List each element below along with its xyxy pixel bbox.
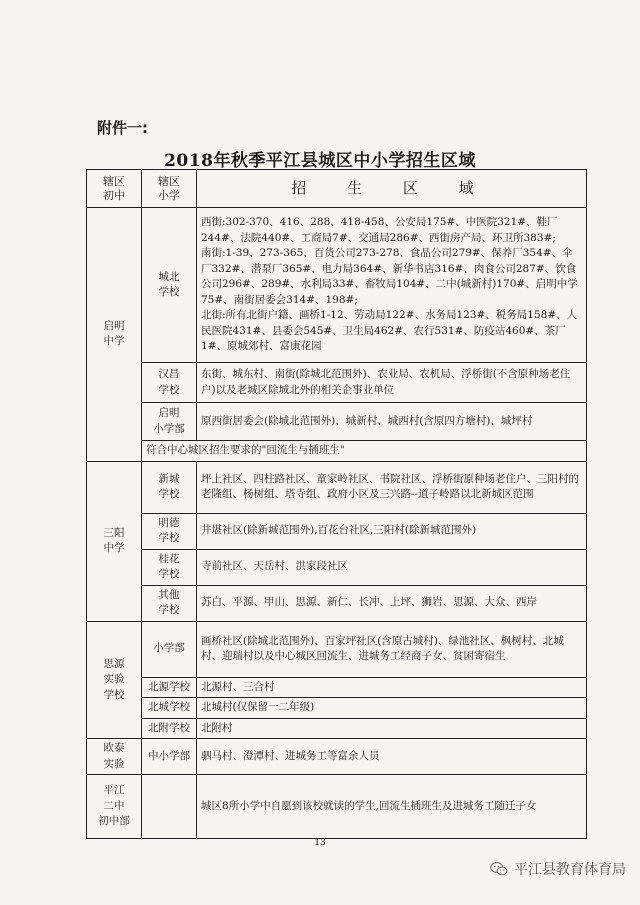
zone-chengbei: 西街:302-370、416、288、418-458、公安局175#、中医院321#、鞋厂244#、法院440#、工商局7#、交通局286#、西街房产局、环卫所383#; 南街:1-39、273-365、百货公司273-278、食品公司279#、保养厂354#、伞厂332#、潜泵厂365#、电力局364#、新华书店316#、肉食公司287#、饮食公司296#、289#、水利局33#、畜牧局104#、二中(城新村)170#、启明中学75#、南街居委会314#、198#; 北街:所有北街户籍、画桥1-12、劳动局122#、水务局123#、税务局158#、人民医院431#、县委会545#、卫生局462#、农行531#、防疫站460#、茶厂1#、原城郊村、富康花园 [197,208,587,363]
primary-school-outai: 中小学部 [142,739,197,775]
primary-school-beicheng: 北城学校 [142,698,197,719]
table-row [87,441,587,462]
table-row [87,461,587,513]
zone-mingde: 井堪社区(除新城范围外),百花台社区,三阳村(除新城范围外) [197,513,587,549]
middle-school-pingjiang-no2: 平江 二中 初中部 [87,775,142,839]
document-title: 2018年秋季平江县城区中小学招生区域 [164,151,476,171]
table-row [87,208,587,363]
table-row [87,677,587,698]
zone-pingjiang-no2: 城区8所小学中自愿到该校就读的学生,回流生插班生及进城务工随迁子女 [197,775,587,839]
table-row [87,549,587,585]
table-row [87,775,587,839]
qiming-note: 符合中心城区招生要求的"回流生与插班生" [142,441,587,462]
footer-text: 平江县教育体育局 [514,862,626,878]
primary-school-siyuan-primary: 小学部 [142,621,197,677]
zone-beiyuan: 北源村、三合村 [197,677,587,698]
zone-other: 苏白、平源、甲山、思源、新仁、长冲、上坪、狮岩、思源、大众、西岸 [197,585,587,621]
attachment-label: 附件一: [97,119,148,137]
enrollment-zone-table [86,169,587,839]
zone-qiming: 原西街居委会(除城北范围外)、城新村、城西村(含原四方塘村)、城坪村 [197,403,587,441]
table-row [87,739,587,775]
primary-school-beifu: 北附学校 [142,718,197,739]
footer-watermark [490,859,626,879]
table-row [87,621,587,677]
header-district-middle: 辖区 初中 [87,170,142,208]
middle-school-outai: 欧泰 实验 [87,739,142,775]
table-row [87,513,587,549]
zone-beicheng: 北城村(仅保留一二年级) [197,698,587,719]
primary-school-mingde: 明德 学校 [142,513,197,549]
middle-school-sanyang: 三阳 中学 [87,461,142,621]
zone-siyuan-primary: 画桥社区(除城北范围外)、百家坪社区(含原古城村)、绿池社区、枫树村、北城村、迎瑞村以及中心城区回流生、进城务工经商子女、贫困寄宿生 [197,621,587,677]
page-number: 13 [314,838,326,848]
primary-school-chengbei: 城北 学校 [142,208,197,363]
zone-xincheng: 坪上社区、四柱路社区、童家岭社区、书院社区、浮桥街原种场老住户、三阳村的老隆组、杨树组、塔寺组、政府小区及三兴路--道子岭路以北新城区范围 [197,461,587,513]
zone-outai: 驷马村、澄潭村、进城务工等富余人员 [197,739,587,775]
table-row [87,363,587,403]
primary-school-guihua: 桂花 学校 [142,549,197,585]
middle-school-qiming: 启明 中学 [87,208,142,462]
zone-hanchang: 东街、城东村、南街(除城北范围外)、农业局、农机局、浮桥街(不含原种场老住户)以及老城区除城北外的相关企事业单位 [197,363,587,403]
zone-guihua: 寺前社区、天岳村、洪家段社区 [197,549,587,585]
middle-school-siyuan: 思源 实验 学校 [87,621,142,739]
wechat-icon [490,861,508,877]
table-row [87,403,587,441]
header-zone: 招 生 区 域 [197,170,587,208]
table-row [87,698,587,719]
primary-school-beiyuan: 北源学校 [142,677,197,698]
primary-school-hanchang: 汉昌 学校 [142,363,197,403]
table-row [87,585,587,621]
table-header-row [87,170,587,208]
primary-school-pingjiang-no2 [142,775,197,839]
table-row [87,718,587,739]
zone-beifu: 北附村 [197,718,587,739]
primary-school-other: 其他 学校 [142,585,197,621]
header-district-primary: 辖区 小学 [142,170,197,208]
primary-school-xincheng: 新城 学校 [142,461,197,513]
primary-school-qiming: 启明 小学部 [142,403,197,441]
